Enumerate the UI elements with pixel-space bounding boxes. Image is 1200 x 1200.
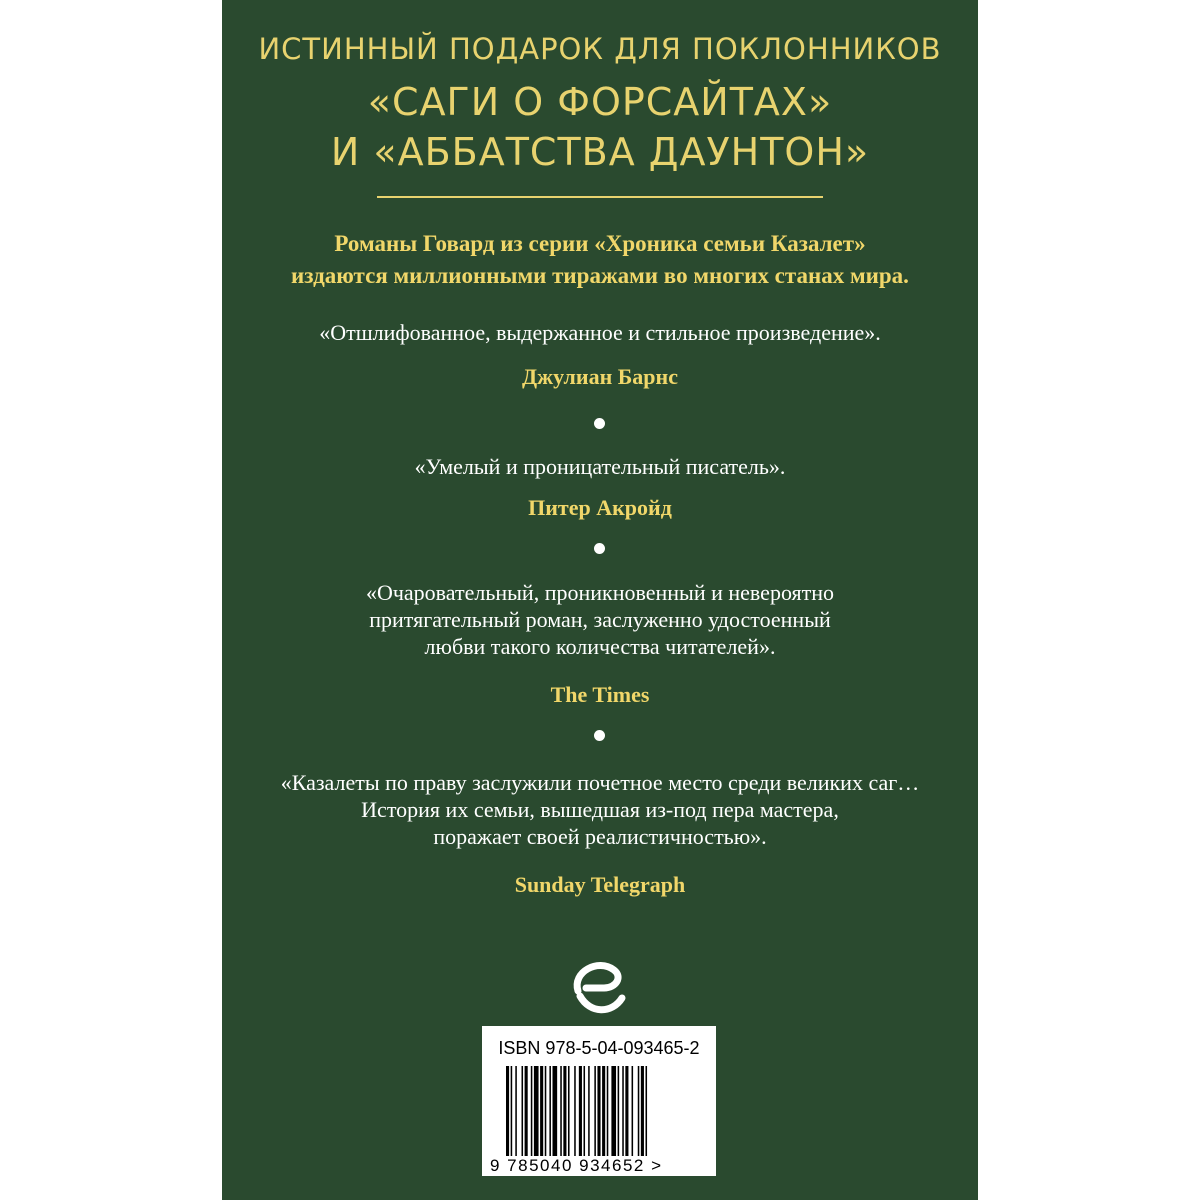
book-back-cover	[222, 0, 978, 1200]
review-quote-line: любви такого количества читателей».	[424, 634, 776, 659]
headline-line-1: ИСТИННЫЙ ПОДАРОК ДЛЯ ПОКЛОННИКОВ	[258, 32, 942, 66]
review-quote-line: «Очаровательный, проникновенный и невероятно	[365, 580, 835, 605]
review-source: The Times	[550, 682, 650, 707]
review-quote-line: поражает своей реалистичностью».	[433, 824, 767, 849]
barcode-icon	[506, 1066, 696, 1158]
headline-line-2: «САГИ О ФОРСАЙТАХ»	[367, 80, 833, 124]
review-quote-line: «Умелый и проницательный писатель».	[414, 454, 786, 479]
headline-line-3: И «АББАТСТВА ДАУНТОН»	[330, 130, 870, 174]
bullet-separator	[594, 543, 605, 554]
intro-line-2: издаются миллионными тиражами во многих станах мира.	[291, 263, 909, 288]
barcode-box	[482, 1026, 716, 1176]
isbn-label: ISBN 978-5-04-093465-2	[498, 1038, 700, 1058]
publisher-logo-icon	[568, 958, 630, 1014]
review-source: Питер Акройд	[528, 495, 672, 520]
review-source: Sunday Telegraph	[514, 872, 686, 897]
bullet-separator	[594, 418, 605, 429]
bullet-separator	[594, 730, 605, 741]
barcode-digits: 9 785040 934652 >	[490, 1156, 663, 1175]
intro-line-1: Романы Говард из серии «Хроника семьи Казалет»	[334, 231, 866, 256]
review-quote-line: притягательный роман, заслуженно удостоенный	[369, 607, 831, 632]
review-quote-line: «Отшлифованное, выдержанное и стильное произведение».	[319, 320, 881, 345]
divider-line	[377, 196, 823, 198]
review-quote-line: История их семьи, вышедшая из-под пера мастера,	[361, 797, 839, 822]
review-quote-line: «Казалеты по праву заслужили почетное место среди великих саг…	[280, 770, 920, 795]
review-source: Джулиан Барнс	[522, 364, 678, 389]
